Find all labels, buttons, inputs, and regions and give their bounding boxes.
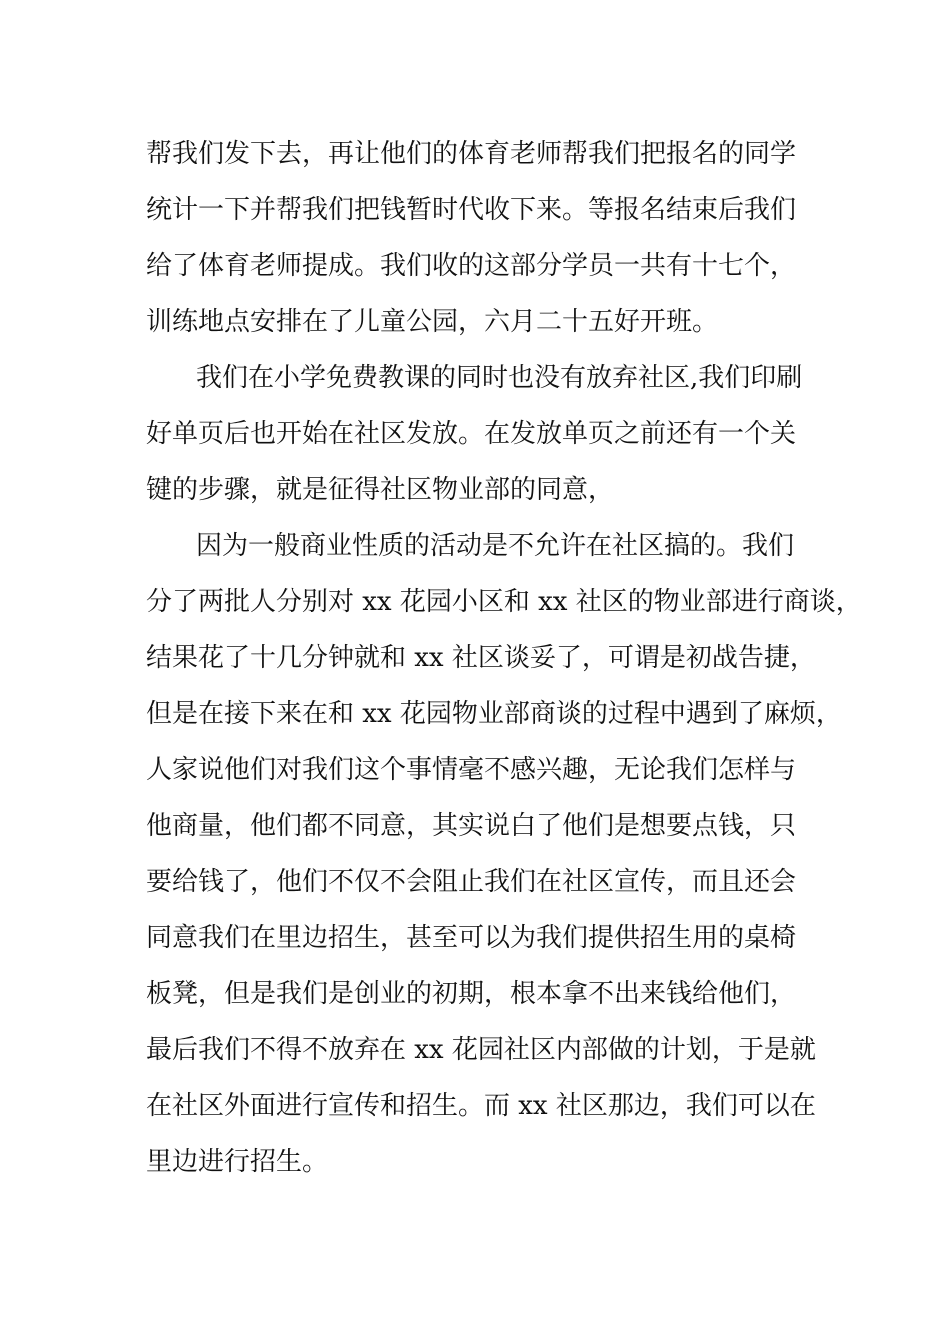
text-line: 统计一下并帮我们把钱暂时代收下来。等报名结束后我们 bbox=[146, 195, 797, 225]
text-line: 但是在接下来在和 xx 花园物业部商谈的过程中遇到了麻烦， bbox=[146, 699, 842, 729]
text-line: 在社区外面进行宣传和招生。而 xx 社区那边，我们可以在 bbox=[146, 1091, 816, 1121]
text-line: 板凳，但是我们是创业的初期，根本拿不出来钱给他们， bbox=[146, 979, 797, 1009]
text-line: 里边进行招生。 bbox=[146, 1147, 329, 1177]
text-line: 训练地点安排在了儿童公园，六月二十五好开班。 bbox=[146, 307, 719, 337]
text-line: 人家说他们对我们这个事情毫不感兴趣，无论我们怎样与 bbox=[146, 755, 797, 785]
text-line: 他商量，他们都不同意，其实说白了他们是想要点钱，只 bbox=[146, 811, 797, 841]
text-line: 同意我们在里边招生，甚至可以为我们提供招生用的桌椅 bbox=[146, 923, 797, 953]
text-line: 好单页后也开始在社区发放。在发放单页之前还有一个关 bbox=[146, 419, 797, 449]
text-line: 帮我们发下去，再让他们的体育老师帮我们把报名的同学 bbox=[146, 139, 797, 169]
text-line: 键的步骤，就是征得社区物业部的同意， bbox=[146, 475, 615, 505]
text-line: 要给钱了，他们不仅不会阻止我们在社区宣传，而且还会 bbox=[146, 867, 797, 897]
text-line: 分了两批人分别对 xx 花园小区和 xx 社区的物业部进行商谈， bbox=[146, 587, 862, 617]
text-line: 结果花了十几分钟就和 xx 社区谈妥了，可谓是初战告捷， bbox=[146, 643, 816, 673]
paragraph-first-line: 因为一般商业性质的活动是不允许在社区搞的。我们 bbox=[196, 531, 795, 561]
text-line: 最后我们不得不放弃在 xx 花园社区内部做的计划，于是就 bbox=[146, 1035, 816, 1065]
text-line: 给了体育老师提成。我们收的这部分学员一共有十七个， bbox=[146, 251, 797, 281]
paragraph-first-line: 我们在小学免费教课的同时也没有放弃社区,我们印刷 bbox=[196, 363, 803, 393]
